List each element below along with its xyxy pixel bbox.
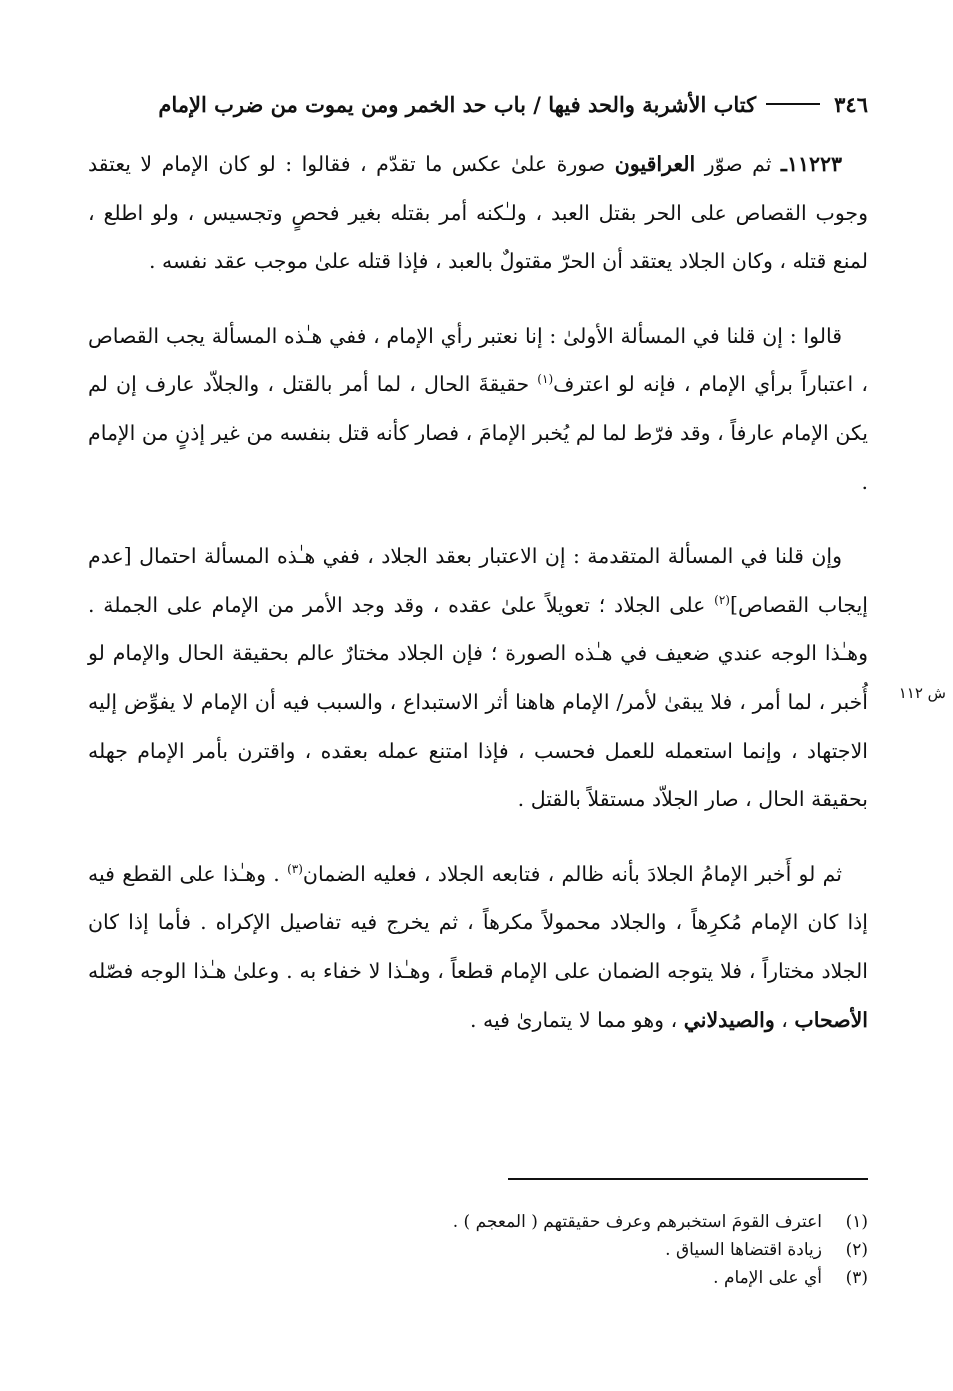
paragraph-text: قالوا : إن قلنا في المسألة الأولىٰ : إنا نعتبر رأي الإمام ، ففي هـٰذه المسألة يجب القصاص ، اعتباراً برأي الإمام ، فإنه لو اعترف <box>88 323 868 397</box>
paragraph-text: ، <box>774 1007 795 1032</box>
manuscript-folio-note: ش ١١٢ <box>898 684 946 702</box>
paragraph-2 <box>88 312 868 506</box>
footnote-text: زيادة اقتضاها السياق . <box>665 1240 822 1260</box>
footnote-2 <box>300 1236 868 1264</box>
paragraph-text: ثم صوّر <box>695 152 781 176</box>
main-text <box>88 140 868 1070</box>
paragraph-text: صورة علىٰ عكس ما تقدّم ، فقالوا : لو كان الإمام لا يعتقد وجوب القصاص على الحر بقتل العبد ، ولـٰكنه أمر بقتله بغير فحصٍ وتجسيس ، ولو اطلع ، لمنع قتله ، وكان الجلاد يعتقد أن الحرّ مقتولٌ بالعبد ، فإذا قتله علىٰ موجب عقد نفسه . <box>88 152 868 274</box>
paragraph-text: . وهـٰذا على القطع فيه إذا كان الإمام مُكرِهاً ، والجلاد محمولاً مكرهاً ، ثم يخرج فيه تفاصيل الإكراه . فأما إذا كان الجلاد مختاراً ، فلا يتوجه الضمان على الإمام قطعاً ، وهـٰذا لا خفاء به . وعلىٰ هـٰذا الوجه فصّله <box>88 861 868 983</box>
footnote-1 <box>300 1208 868 1236</box>
paragraph-text: ، وهو مما لا يتمارىٰ فيه . <box>469 1007 684 1032</box>
footnote-number: (٣) <box>845 1268 868 1288</box>
footnote-ref-3[interactable]: (٣) <box>287 861 303 876</box>
paragraph-3 <box>88 532 868 824</box>
footnote-separator <box>508 1178 868 1180</box>
header-rule <box>766 103 820 105</box>
footnote-text: اعترف القومَ استخبرهم وعرف حقيقتهم ( المعجم ) . <box>452 1212 822 1232</box>
footnote-ref-2[interactable]: (٢) <box>714 592 730 607</box>
bold-term-iraqis: العراقيون <box>614 152 696 176</box>
paragraph-text: ثم لو أَخبر الإمامُ الجلادَ بأنه ظالم ، فتابعه الجلاد ، فعليه الضمان <box>302 861 842 886</box>
running-header <box>88 84 868 124</box>
footnote-3 <box>300 1264 868 1292</box>
footnotes <box>300 1208 868 1292</box>
paragraph-11223 <box>88 140 868 286</box>
footnote-number: (١) <box>845 1212 868 1232</box>
paragraph-4 <box>88 850 868 1044</box>
footnote-ref-1[interactable]: (١) <box>537 372 554 387</box>
paragraph-text: على الجلاد ؛ تعويلاً علىٰ عقده ، وقد وجد الأمر من الإمام على الجملة . وهـٰذا الوجه عندي ضعيف في هـٰذه الصورة ؛ فإن الجلاد مختارٌ عالم بحقيقة الحال والإمام لو أُخبر ، لما أمر ، فلا يبقىٰ لأمر/ الإمام هاهنا أثر الاستبداع ، والسبب فيه أن الإمام لا يفوِّض إليه الاجتهاد ، وإنما استعمله للعمل فحسب ، فإذا امتنع عمله بعقده ، واقترن بأمر الإمام جهله بحقيقة الحال ، صار الجلاّد مستقلاً بالقتل . <box>88 592 868 812</box>
footnote-text: أي على الإمام . <box>713 1268 822 1288</box>
bold-term-saydalani: والصيدلاني <box>683 1007 775 1032</box>
paragraph-number: ١١٢٢٣ـ <box>780 152 842 176</box>
footnote-number: (٢) <box>845 1240 868 1260</box>
paragraph-text: حقيقةَ الحال ، لما أمر بالقتل ، والجلاّد عارف إن لم يكن الإمام عارفاً ، وقد فرّط لما لم يُخبر الإمامَ ، فصار كأنه قتل بنفسه من غير إذنٍ من الإمام . <box>88 372 868 494</box>
running-title: كتاب الأشربة والحد فيها / باب حد الخمر ومن يموت من ضرب الإمام <box>158 91 757 117</box>
paragraph-text: وإن قلنا في المسألة المتقدمة : إن الاعتبار بعقد الجلاد ، ففي هـٰذه المسألة احتمال [عدم إيجاب القصاص] <box>88 544 868 617</box>
page-number: ٣٤٦ <box>834 91 868 117</box>
bold-term-ashab: الأصحاب <box>794 1007 868 1032</box>
